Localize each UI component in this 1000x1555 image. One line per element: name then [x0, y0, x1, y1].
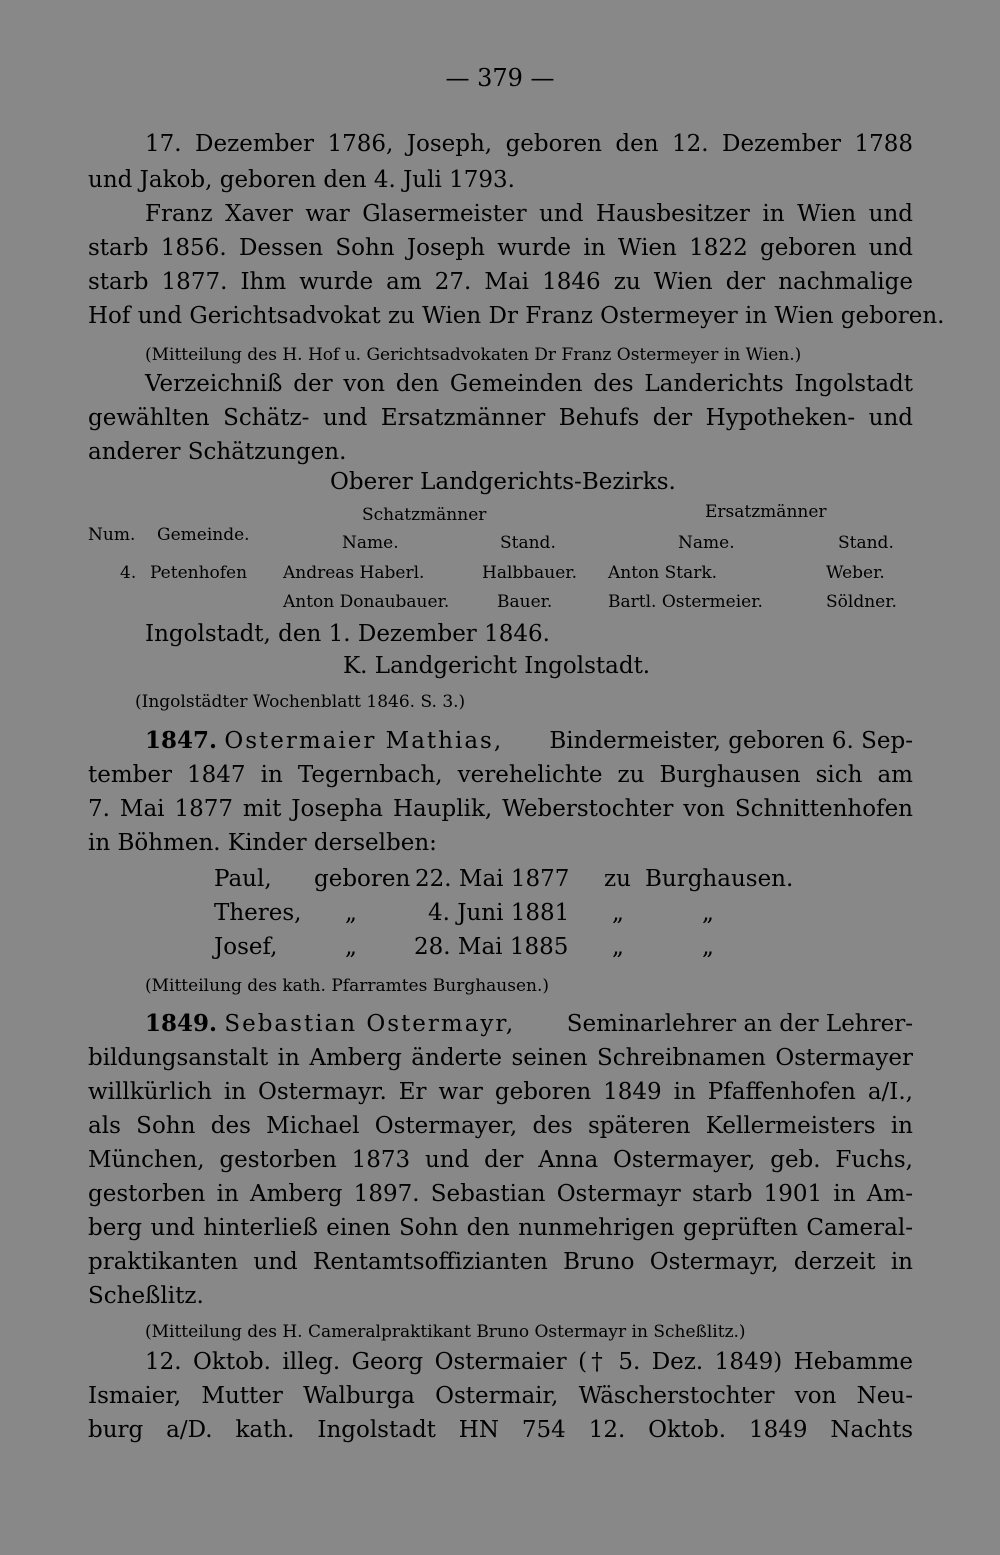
- table-header: Stand.: [838, 533, 894, 553]
- text-line: bildungsanstalt in Amberg änderte seinen Schreibnamen Ostermayer: [88, 1045, 913, 1071]
- child-place: „: [702, 900, 714, 926]
- table-cell: Andreas Haberl.: [283, 563, 425, 583]
- text-line: und Jakob, geboren den 4. Juli 1793.: [88, 167, 515, 193]
- text-line: burg a/D. kath. Ingolstadt HN 754 12. Oktob. 1849 Nachts: [88, 1417, 913, 1443]
- citation: (Mitteilung des H. Hof u. Gerichtsadvokaten Dr Franz Ostermeyer in Wien.): [145, 345, 802, 365]
- child-ditto: geboren: [314, 866, 411, 892]
- text-line: Scheßlitz.: [88, 1283, 204, 1309]
- child-place-word: „: [612, 934, 624, 960]
- table-header: Name.: [342, 533, 399, 553]
- text-line: Bindermeister, geboren 6. Sep-: [549, 728, 913, 754]
- table-group-header: Ersatzmänner: [705, 502, 827, 522]
- table-header: Stand.: [500, 533, 556, 553]
- child-name: Paul,: [214, 866, 272, 892]
- citation: (Ingolstädter Wochenblatt 1846. S. 3.): [135, 692, 466, 712]
- child-place: „: [702, 934, 714, 960]
- entry-1849-first-line: [145, 1008, 913, 1040]
- table-cell: Bauer.: [497, 592, 553, 612]
- text-line: starb 1856. Dessen Sohn Joseph wurde in Wien 1822 geboren und: [88, 235, 913, 261]
- table-cell: Bartl. Ostermeier.: [608, 592, 763, 612]
- child-date: 22. Mai 1877: [415, 866, 570, 892]
- text-line: als Sohn des Michael Ostermayer, des späteren Kellermeisters in: [88, 1113, 913, 1139]
- section-heading: Oberer Landgerichts-Bezirks.: [330, 469, 676, 495]
- citation: (Mitteilung des kath. Pfarramtes Burghausen.): [145, 976, 549, 996]
- text-line: Seminarlehrer an der Lehrer-: [566, 1011, 913, 1037]
- text-line: anderer Schätzungen.: [88, 439, 347, 465]
- page-number: — 379 —: [445, 64, 555, 92]
- table-header: Num.: [88, 525, 136, 545]
- child-name: Theres,: [214, 900, 302, 926]
- text-line: Hof und Gerichtsadvokat zu Wien Dr Franz Ostermeyer in Wien geboren.: [88, 303, 945, 329]
- text-line: tember 1847 in Tegernbach, verehelichte zu Burghausen sich am: [88, 762, 913, 788]
- table-cell: 4.: [120, 563, 137, 583]
- table-cell: Petenhofen: [150, 563, 248, 583]
- text-line: starb 1877. Ihm wurde am 27. Mai 1846 zu Wien der nachmalige: [88, 269, 913, 295]
- entry-name: Ostermaier Mathias,: [224, 728, 504, 754]
- text-line: Ismaier, Mutter Walburga Ostermair, Wäscherstochter von Neu-: [88, 1383, 913, 1409]
- table-cell: Weber.: [826, 563, 885, 583]
- table-header: Gemeinde.: [157, 525, 250, 545]
- text-line: 7. Mai 1877 mit Josepha Hauplik, Weberstochter von Schnittenhofen: [88, 796, 913, 822]
- table-header: Name.: [678, 533, 735, 553]
- authority: K. Landgericht Ingolstadt.: [343, 653, 651, 679]
- place-date: Ingolstadt, den 1. Dezember 1846.: [145, 621, 550, 647]
- child-ditto: „: [345, 934, 357, 960]
- text-line: gewählten Schätz- und Ersatzmänner Behufs der Hypotheken- und: [88, 405, 913, 431]
- child-place: Burghausen.: [645, 866, 794, 892]
- child-place-word: „: [612, 900, 624, 926]
- text-line: 17. Dezember 1786, Joseph, geboren den 12. Dezember 1788: [145, 131, 913, 157]
- table-cell: Halbbauer.: [482, 563, 577, 583]
- text-line: praktikanten und Rentamtsoffizianten Bruno Ostermayr, derzeit in: [88, 1249, 913, 1275]
- text-line: Verzeichniß der von den Gemeinden des Landerichts Ingolstadt: [145, 371, 913, 397]
- child-name: Josef,: [214, 934, 278, 960]
- text-line: berg und hinterließ einen Sohn den nunmehrigen geprüften Cameral-: [88, 1215, 913, 1241]
- text-line: in Böhmen. Kinder derselben:: [88, 830, 437, 856]
- text-line: Franz Xaver war Glasermeister und Hausbesitzer in Wien und: [145, 201, 913, 227]
- text-line: willkürlich in Ostermayr. Er war geboren 1849 in Pfaffenhofen a/I.,: [88, 1079, 913, 1105]
- table-cell: Anton Donaubauer.: [283, 592, 450, 612]
- child-date: 28. Mai 1885: [414, 934, 569, 960]
- child-ditto: „: [345, 900, 357, 926]
- text-line: gestorben in Amberg 1897. Sebastian Ostermayr starb 1901 in Am-: [88, 1181, 913, 1207]
- child-date: 4. Juni 1881: [428, 900, 570, 926]
- entry-name: Sebastian Ostermayr,: [224, 1011, 516, 1037]
- text-line: München, gestorben 1873 und der Anna Ostermayer, geb. Fuchs,: [88, 1147, 913, 1173]
- table-group-header: Schatzmänner: [362, 505, 487, 525]
- table-cell: Söldner.: [826, 592, 897, 612]
- citation: (Mitteilung des H. Cameralpraktikant Bruno Ostermayr in Scheßlitz.): [145, 1322, 746, 1342]
- entry-year: 1849.: [145, 1010, 218, 1037]
- entry-year: 1847.: [145, 727, 218, 754]
- child-place-word: zu: [604, 866, 631, 892]
- text-line: 12. Oktob. illeg. Georg Ostermaier († 5. Dez. 1849) Hebamme: [145, 1349, 913, 1375]
- table-cell: Anton Stark.: [608, 563, 718, 583]
